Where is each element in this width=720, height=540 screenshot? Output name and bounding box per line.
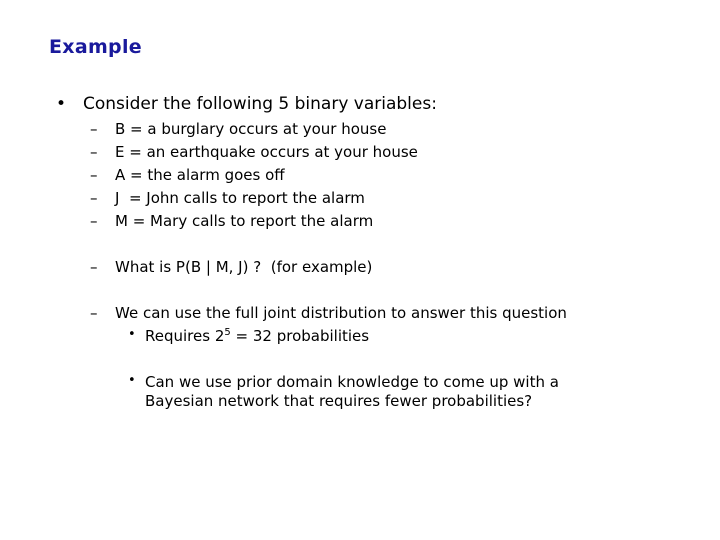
dash-icon: – (90, 189, 98, 207)
variable-text: J = John calls to report the alarm (115, 189, 365, 207)
list-item (90, 166, 590, 189)
prior-knowledge-item (128, 373, 648, 413)
question-item (90, 258, 590, 278)
prior-knowledge-line-1: Can we use prior domain knowledge to come up with a (145, 373, 559, 391)
list-item (90, 120, 590, 143)
dash-icon: – (90, 258, 98, 276)
list-item (90, 189, 590, 212)
requires-item (128, 327, 528, 347)
dash-icon: – (90, 304, 98, 322)
dash-icon: – (90, 143, 98, 161)
question-text: What is P(B | M, J) ? (for example) (115, 258, 373, 276)
prior-knowledge-line-2: Bayesian network that requires fewer probabilities? (145, 392, 533, 410)
variable-list (90, 120, 590, 235)
dash-icon: – (90, 212, 98, 230)
joint-distribution-item (90, 304, 650, 324)
main-bullet-text: Consider the following 5 binary variables: (83, 94, 437, 114)
prior-knowledge-text (145, 373, 559, 411)
variable-text: M = Mary calls to report the alarm (115, 212, 374, 230)
bullet-dot-icon: • (56, 94, 67, 114)
joint-distribution-text: We can use the full joint distribution to answer this question (115, 304, 567, 322)
main-bullet (56, 94, 656, 116)
list-item (90, 212, 590, 235)
bullet-dot-icon: • (128, 373, 136, 388)
bullet-dot-icon: • (128, 327, 136, 342)
variable-text: A = the alarm goes off (115, 166, 285, 184)
dash-icon: – (90, 166, 98, 184)
dash-icon: – (90, 120, 98, 138)
variable-text: E = an earthquake occurs at your house (115, 143, 418, 161)
page-title: Example (49, 36, 142, 58)
requires-text: Requires $2^5 = 32$ probabilities (145, 327, 370, 345)
variable-text: B = a burglary occurs at your house (115, 120, 387, 138)
list-item (90, 143, 590, 166)
